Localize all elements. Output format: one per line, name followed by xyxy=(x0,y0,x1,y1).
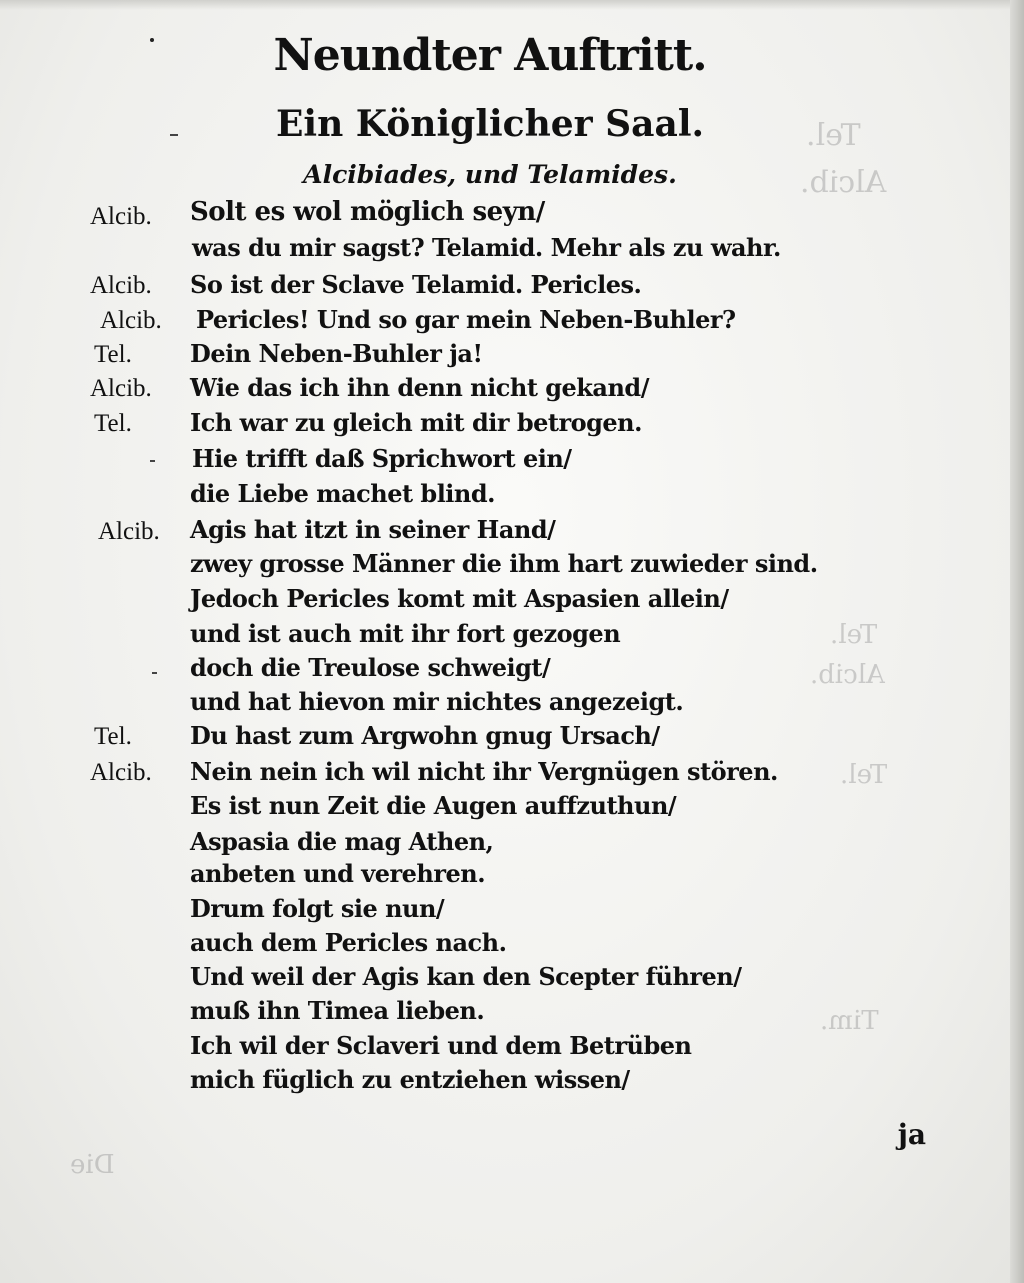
speaker-label: Tel. xyxy=(94,723,132,750)
dialogue-line: mich füglich zu entziehen wissen/ xyxy=(190,1065,630,1094)
bleed-through-text: Tel. xyxy=(830,620,878,650)
dialogue-line: zwey grosse Männer die ihm hart zuwieder sind. xyxy=(190,549,818,578)
dialogue-line: So ist der Sclave Telamid. Pericles. xyxy=(190,270,642,299)
ink-mark xyxy=(152,672,157,674)
speaker-label: Tel. xyxy=(94,410,132,437)
speaker-label: Alcib. xyxy=(100,307,162,334)
dialogue-line: Du hast zum Argwohn gnug Ursach/ xyxy=(190,721,660,750)
dialogue-line: anbeten und verehren. xyxy=(190,859,486,888)
dialogue-line: was du mir sagst? Telamid. Mehr als zu wahr. xyxy=(192,233,781,262)
dialogue-line: Wie das ich ihn denn nicht gekand/ xyxy=(190,373,649,402)
dialogue-line: Agis hat itzt in seiner Hand/ xyxy=(190,515,556,544)
dialogue-line: Jedoch Pericles komt mit Aspasien allein/ xyxy=(190,584,729,613)
dialogue-line: und ist auch mit ihr fort gezogen xyxy=(190,619,621,648)
dialogue-line: die Liebe machet blind. xyxy=(190,479,496,508)
catchword: ja xyxy=(897,1118,926,1151)
speaker-label: Tel. xyxy=(94,341,132,368)
speaker-label: Alcib. xyxy=(90,759,152,786)
bleed-through-text: Die xyxy=(70,1150,115,1180)
speaker-label: Alcib. xyxy=(90,272,152,299)
speaker-label: Alcib. xyxy=(90,203,152,230)
page-right-edge xyxy=(1010,0,1024,1283)
dialogue-line: Nein nein ich wil nicht ihr Vergnügen stören. xyxy=(190,757,778,786)
dialogue-line: Und weil der Agis kan den Scepter führen/ xyxy=(190,962,742,991)
dialogue-line: Solt es wol möglich seyn/ xyxy=(190,197,545,227)
dialogue-line: Pericles! Und so gar mein Neben-Buhler? xyxy=(196,305,736,334)
dialogue-line: Aspasia die mag Athen, xyxy=(190,827,494,856)
scene-setting: Ein Königlicher Saal. xyxy=(275,103,705,145)
speaker-label: Alcib. xyxy=(90,375,152,402)
bleed-through-text: Tel. xyxy=(806,118,861,153)
bleed-through-text: Tel. xyxy=(840,760,888,790)
page-top-shadow xyxy=(0,0,1024,10)
dialogue-line: Hie trifft daß Sprichwort ein/ xyxy=(192,444,572,473)
character-list: Alcibiades, und Telamides. xyxy=(303,160,677,189)
dialogue-line: Drum folgt sie nun/ xyxy=(190,894,445,923)
dialogue-line: auch dem Pericles nach. xyxy=(190,928,507,957)
dialogue-line: Es ist nun Zeit die Augen auffzuthun/ xyxy=(190,791,677,820)
dialogue-line: Dein Neben-Buhler ja! xyxy=(190,339,483,368)
dialogue-line: muß ihn Timea lieben. xyxy=(190,996,485,1025)
dialogue-line: Ich war zu gleich mit dir betrogen. xyxy=(190,408,642,437)
bleed-through-text: Alcib. xyxy=(800,165,887,200)
scene-title: Neundter Auftritt. xyxy=(273,30,707,81)
dialogue-line: Ich wil der Sclaveri und dem Betrüben xyxy=(190,1031,692,1060)
speaker-label: Alcib. xyxy=(98,518,160,545)
bleed-through-text: Tim. xyxy=(820,1006,879,1036)
dialogue-line: und hat hievon mir nichtes angezeigt. xyxy=(190,687,684,716)
dialogue-line: doch die Treulose schweigt/ xyxy=(190,653,551,682)
bleed-through-text: Alcib. xyxy=(810,660,885,690)
ink-mark xyxy=(150,460,155,462)
